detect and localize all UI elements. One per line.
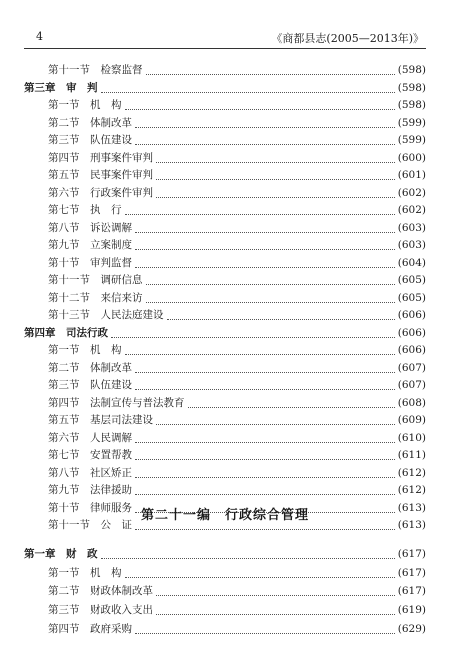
entry-page: (613) bbox=[397, 519, 426, 531]
toc-section-entry bbox=[0, 377, 450, 393]
running-header bbox=[24, 28, 426, 49]
entry-label: 第三节 队伍建设 bbox=[48, 134, 132, 146]
toc-section-entry bbox=[0, 272, 450, 288]
toc-section-entry bbox=[0, 360, 450, 376]
entry-label: 第二节 体制改革 bbox=[48, 116, 132, 129]
toc-section-entry bbox=[0, 185, 450, 201]
entry-label: 第三节 财政收入支出 bbox=[48, 604, 153, 617]
toc-section-entry bbox=[0, 202, 450, 218]
entry-page: (602) bbox=[397, 186, 426, 199]
entry-page: (600) bbox=[397, 151, 426, 164]
dot-leader bbox=[135, 371, 395, 373]
toc-section-entry bbox=[0, 307, 450, 323]
toc-section-entry bbox=[0, 583, 450, 599]
entry-page: (612) bbox=[397, 484, 426, 496]
entry-label: 第一节 机 构 bbox=[48, 344, 122, 356]
entry-label: 第二节 财政体制改革 bbox=[48, 585, 153, 598]
entry-page: (617) bbox=[397, 566, 426, 579]
entry-page: (610) bbox=[397, 431, 426, 444]
entry-label: 第十一节 调研信息 bbox=[48, 274, 143, 286]
entry-page: (599) bbox=[397, 134, 426, 146]
toc-section-entry bbox=[0, 395, 450, 411]
entry-label: 第五节 民事案件审判 bbox=[48, 169, 153, 181]
dot-leader bbox=[135, 632, 395, 634]
entry-page: (612) bbox=[397, 466, 426, 479]
dot-leader bbox=[156, 178, 395, 180]
toc-chapter-entry bbox=[0, 546, 450, 562]
toc-section-entry bbox=[0, 482, 450, 498]
dot-leader bbox=[146, 301, 395, 303]
entry-page: (608) bbox=[397, 396, 426, 409]
toc-section-entry bbox=[0, 290, 450, 306]
entry-page: (617) bbox=[397, 548, 426, 560]
entry-page: (605) bbox=[397, 274, 426, 286]
entry-label: 第九节 法律援助 bbox=[48, 484, 132, 496]
entry-label: 第四章 司法行政 bbox=[24, 326, 108, 339]
entry-label: 第八节 社区矫正 bbox=[48, 466, 132, 479]
dot-leader bbox=[135, 388, 395, 390]
entry-page: (605) bbox=[397, 291, 426, 304]
dot-leader bbox=[156, 594, 395, 596]
entry-label: 第四节 政府采购 bbox=[48, 622, 132, 635]
dot-leader bbox=[135, 266, 395, 268]
entry-page: (606) bbox=[397, 309, 426, 321]
dot-leader bbox=[156, 423, 395, 425]
entry-page: (609) bbox=[397, 414, 426, 426]
entry-page: (598) bbox=[397, 64, 426, 76]
dot-leader bbox=[135, 248, 395, 250]
book-title: 《商都县志(2005—2013年)》 bbox=[271, 32, 424, 45]
entry-label: 第十节 审判监督 bbox=[48, 256, 132, 269]
dot-leader bbox=[135, 528, 395, 530]
entry-label: 第八节 诉讼调解 bbox=[48, 221, 132, 234]
dot-leader bbox=[125, 576, 395, 578]
toc-section-entry bbox=[0, 342, 450, 358]
toc-chapter-entry bbox=[0, 80, 450, 96]
entry-label: 第二节 体制改革 bbox=[48, 361, 132, 374]
toc-section-entry bbox=[0, 465, 450, 481]
dot-leader bbox=[135, 231, 395, 233]
toc-section-entry bbox=[0, 167, 450, 183]
dot-leader bbox=[135, 441, 395, 443]
entry-page: (599) bbox=[397, 116, 426, 129]
dot-leader bbox=[135, 476, 395, 478]
entry-page: (598) bbox=[397, 81, 426, 94]
toc-section-entry bbox=[0, 237, 450, 253]
entry-label: 第一节 机 构 bbox=[48, 566, 122, 579]
entry-page: (607) bbox=[397, 361, 426, 374]
toc-section-entry bbox=[0, 132, 450, 148]
dot-leader bbox=[188, 406, 395, 408]
dot-leader bbox=[156, 161, 395, 163]
entry-page: (602) bbox=[397, 204, 426, 216]
dot-leader bbox=[125, 213, 395, 215]
entry-label: 第一节 机 构 bbox=[48, 99, 122, 111]
entry-label: 第四节 刑事案件审判 bbox=[48, 151, 153, 164]
entry-label: 第五节 基层司法建设 bbox=[48, 414, 153, 426]
entry-page: (606) bbox=[397, 326, 426, 339]
dot-leader bbox=[101, 557, 395, 559]
toc-section-entry bbox=[0, 430, 450, 446]
toc-section-entry bbox=[0, 220, 450, 236]
entry-page: (598) bbox=[397, 99, 426, 111]
toc-section-entry bbox=[0, 602, 450, 618]
entry-page: (603) bbox=[397, 239, 426, 251]
toc-chapter-entry bbox=[0, 325, 450, 341]
entry-page: (606) bbox=[397, 344, 426, 356]
entry-page: (604) bbox=[397, 256, 426, 269]
dot-leader bbox=[135, 126, 395, 128]
dot-leader bbox=[156, 196, 395, 198]
toc-section-entry bbox=[0, 255, 450, 271]
part-title: 第二十一编 行政综合管理 bbox=[140, 508, 309, 523]
entry-label: 第六节 人民调解 bbox=[48, 431, 132, 444]
entry-label: 第十二节 来信来访 bbox=[48, 291, 143, 304]
entry-label: 第十一节 公 证 bbox=[48, 519, 132, 531]
dot-leader bbox=[111, 336, 395, 338]
toc-section-entry bbox=[0, 150, 450, 166]
dot-leader bbox=[146, 73, 395, 75]
entry-page: (607) bbox=[397, 379, 426, 391]
toc-section-entry bbox=[0, 115, 450, 131]
entry-label: 第七节 安置帮教 bbox=[48, 449, 132, 461]
dot-leader bbox=[135, 458, 395, 460]
dot-leader bbox=[101, 91, 395, 93]
entry-label: 第一章 财 政 bbox=[24, 548, 98, 560]
toc-section-entry bbox=[0, 621, 450, 637]
entry-page: (611) bbox=[397, 449, 426, 461]
entry-page: (629) bbox=[397, 622, 426, 635]
dot-leader bbox=[167, 318, 395, 320]
entry-label: 第三节 队伍建设 bbox=[48, 379, 132, 391]
dot-leader bbox=[125, 108, 395, 110]
entry-page: (613) bbox=[397, 501, 426, 514]
entry-page: (603) bbox=[397, 221, 426, 234]
toc-section-entry bbox=[0, 97, 450, 113]
toc-section-entry bbox=[0, 412, 450, 428]
toc-section-entry bbox=[0, 565, 450, 581]
dot-leader bbox=[135, 493, 395, 495]
dot-leader bbox=[135, 143, 395, 145]
toc-section-entry bbox=[0, 447, 450, 463]
entry-page: (619) bbox=[397, 604, 426, 617]
dot-leader bbox=[125, 353, 395, 355]
entry-label: 第三章 审 判 bbox=[24, 81, 98, 94]
entry-label: 第四节 法制宣传与普法教育 bbox=[48, 396, 185, 409]
entry-label: 第十一节 检察监督 bbox=[48, 64, 143, 76]
entry-label: 第六节 行政案件审判 bbox=[48, 186, 153, 199]
entry-page: (601) bbox=[397, 169, 426, 181]
entry-label: 第九节 立案制度 bbox=[48, 239, 132, 251]
entry-label: 第十三节 人民法庭建设 bbox=[48, 309, 164, 321]
dot-leader bbox=[156, 613, 395, 615]
toc-section-entry bbox=[0, 62, 450, 78]
page-number: 4 bbox=[36, 30, 43, 43]
entry-label: 第七节 执 行 bbox=[48, 204, 122, 216]
entry-label: 第十节 律师服务 bbox=[48, 501, 132, 514]
dot-leader bbox=[146, 283, 395, 285]
entry-page: (617) bbox=[397, 585, 426, 598]
